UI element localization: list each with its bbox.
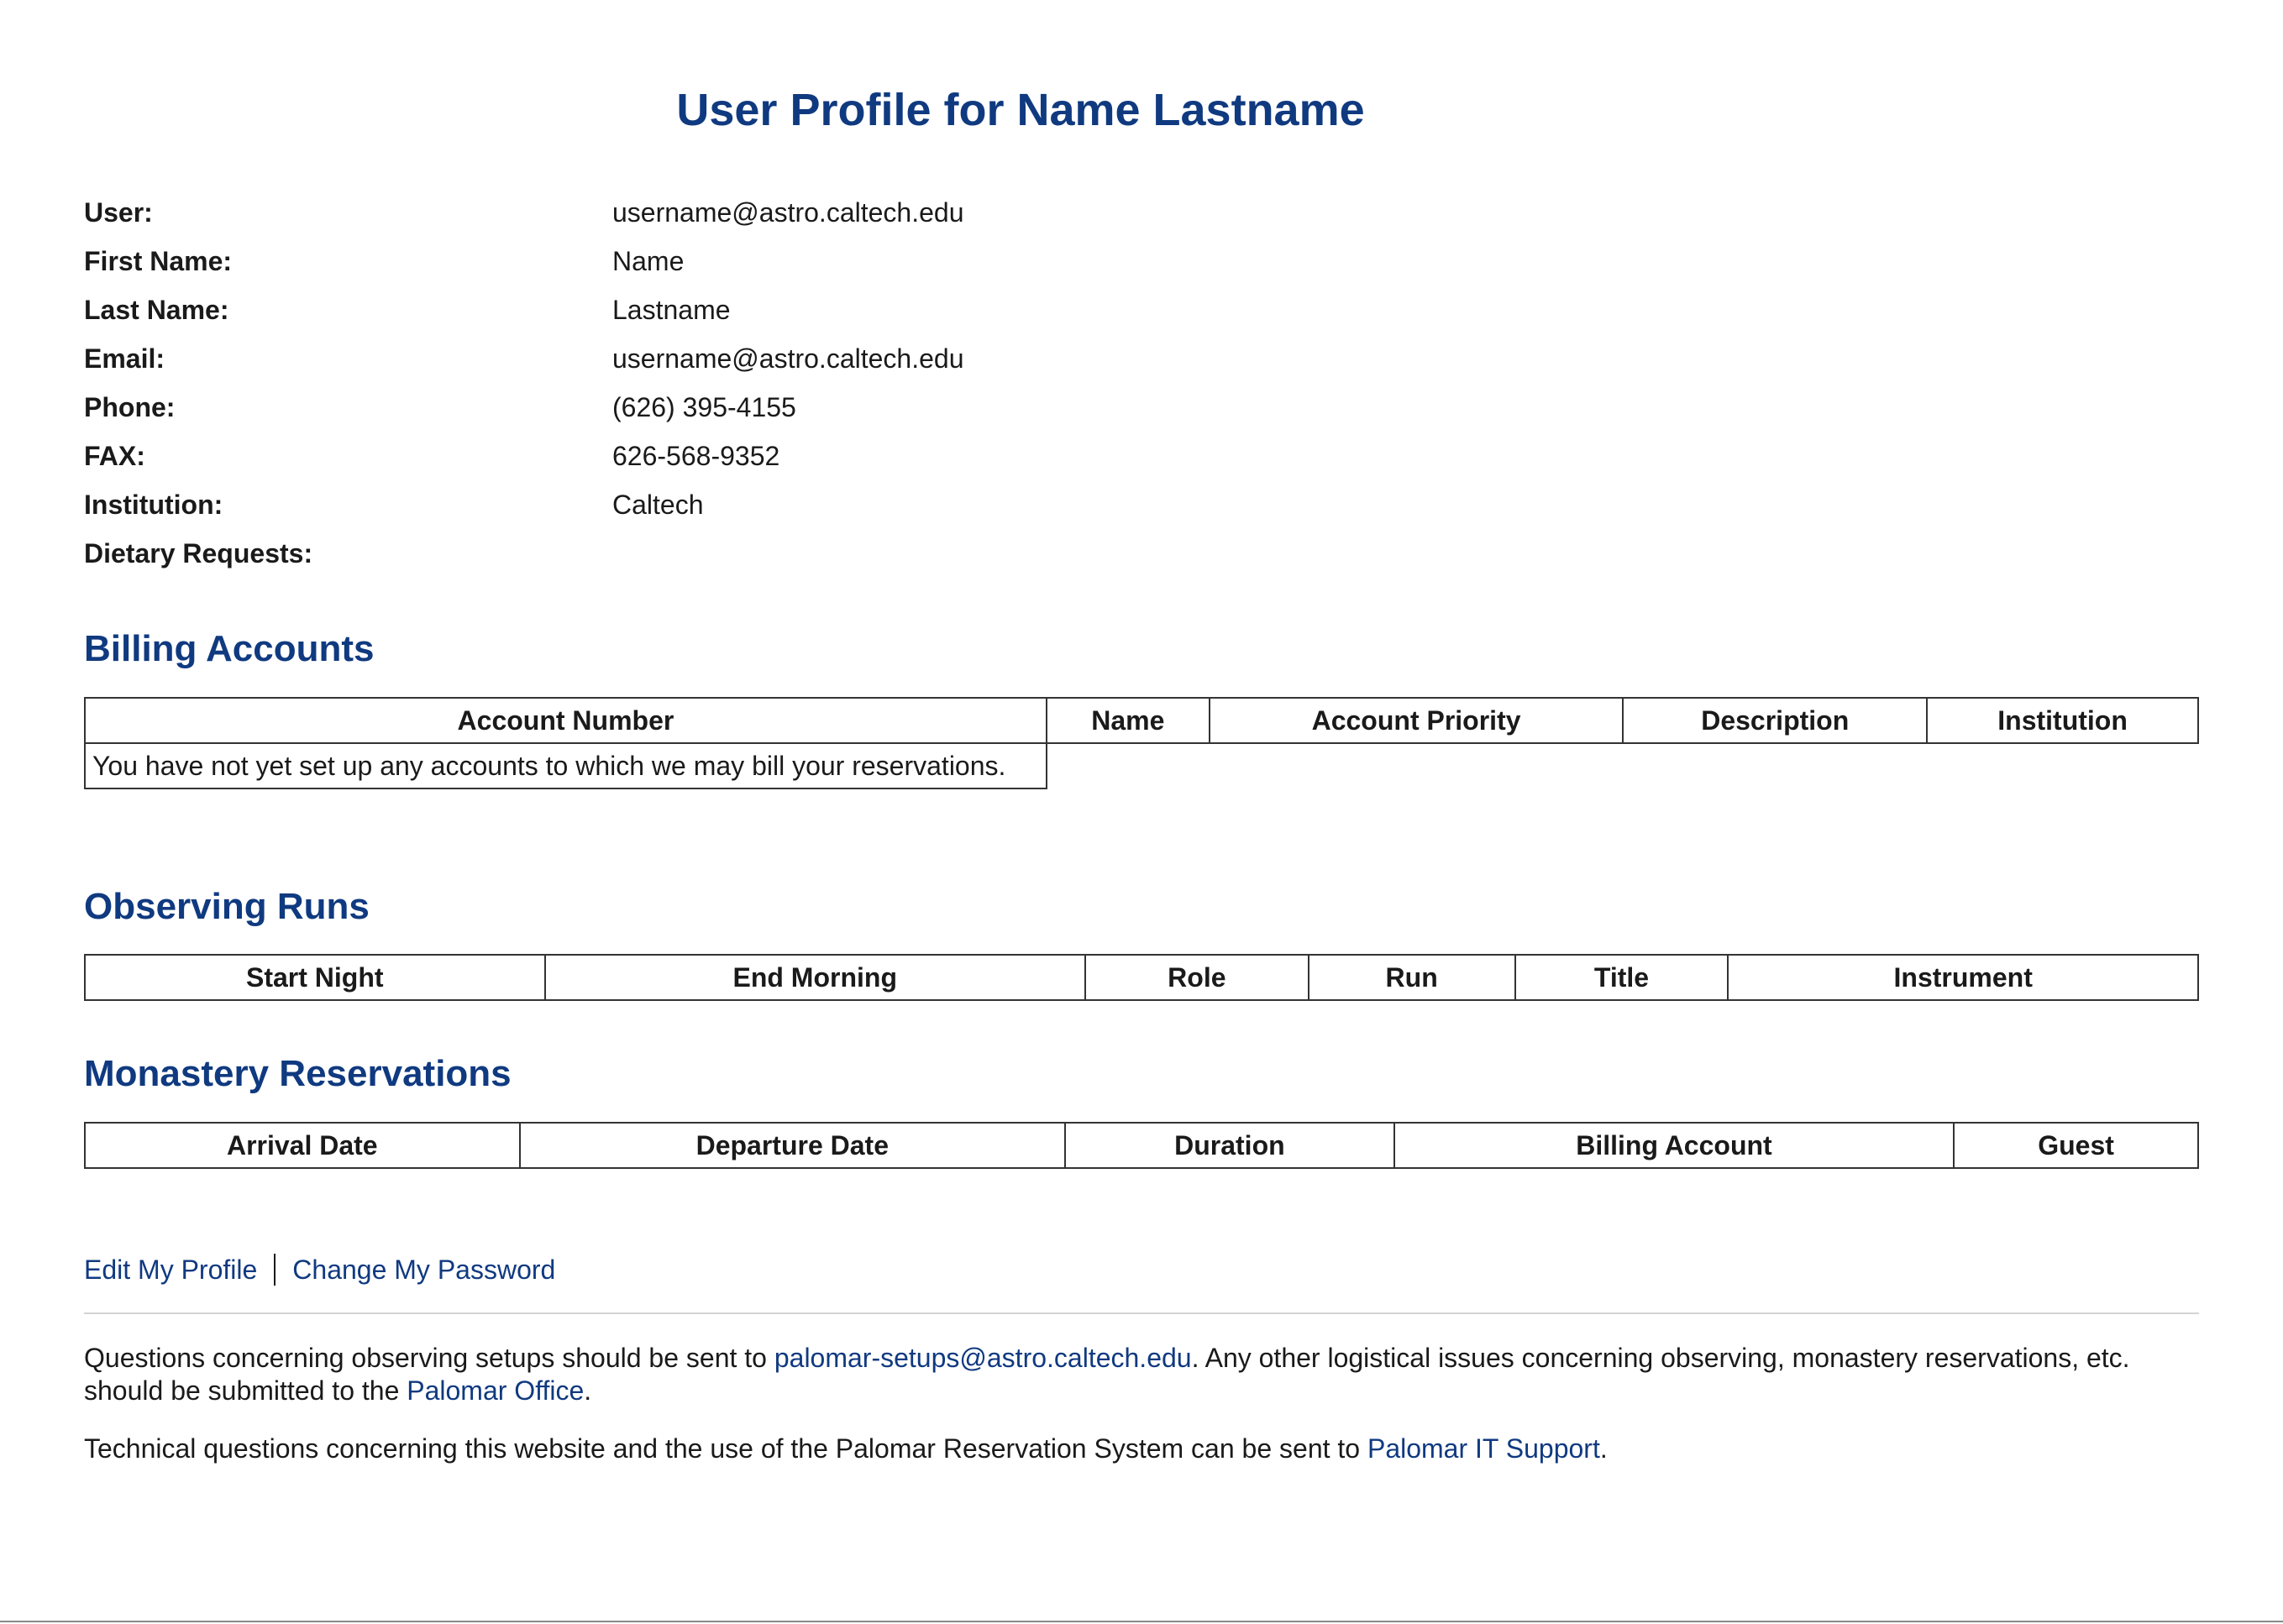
col-departure-date: Departure Date xyxy=(520,1123,1065,1168)
col-title: Title xyxy=(1515,955,1729,1000)
col-guest: Guest xyxy=(1954,1123,2198,1168)
footer-contact-paragraph xyxy=(84,1342,2199,1407)
change-password-link[interactable]: Change My Password xyxy=(292,1255,556,1285)
col-start-night: Start Night xyxy=(85,955,545,1000)
page-title: User Profile for Name Lastname xyxy=(676,85,1365,135)
last-name-label: Last Name: xyxy=(84,295,229,325)
runs-table xyxy=(84,954,2199,1001)
footer-support-paragraph xyxy=(84,1433,2199,1465)
footer-text: . xyxy=(1599,1433,1608,1464)
divider xyxy=(84,1312,2199,1314)
billing-table xyxy=(84,697,2199,789)
profile-row-phone xyxy=(84,383,1344,432)
runs-heading: Observing Runs xyxy=(84,886,370,927)
footer-text: . xyxy=(584,1375,592,1406)
col-account-number: Account Number xyxy=(85,698,1047,743)
edit-profile-link[interactable]: Edit My Profile xyxy=(84,1255,258,1285)
monastery-heading: Monastery Reservations xyxy=(84,1053,512,1094)
runs-header-row xyxy=(85,955,2198,1000)
institution-label: Institution: xyxy=(84,490,223,520)
col-arrival-date: Arrival Date xyxy=(85,1123,520,1168)
user-label: User: xyxy=(84,197,153,228)
col-institution: Institution xyxy=(1927,698,2198,743)
profile-row-institution xyxy=(84,480,1344,529)
profile-links xyxy=(84,1249,555,1290)
profile-row-fax xyxy=(84,432,1344,480)
monastery-table xyxy=(84,1122,2199,1169)
bottom-border xyxy=(0,1621,2283,1622)
profile-row-last-name xyxy=(84,286,1344,334)
empty-cell xyxy=(1047,743,2198,788)
institution-value: Caltech xyxy=(612,490,704,520)
table-row xyxy=(85,743,2198,788)
col-name: Name xyxy=(1047,698,1210,743)
profile-details xyxy=(84,188,1344,578)
fax-value: 626-568-9352 xyxy=(612,441,780,471)
profile-row-dietary xyxy=(84,529,1344,578)
billing-header-row xyxy=(85,698,2198,743)
footer-text: Questions concerning observing setups should be sent to xyxy=(84,1343,774,1373)
footer-text: . Any other logistical issues concerning observing, monastery reservations, etc. should be submitted to the xyxy=(84,1343,2130,1406)
first-name-value: Name xyxy=(612,246,685,276)
col-run: Run xyxy=(1309,955,1515,1000)
phone-label: Phone: xyxy=(84,392,176,422)
dietary-label: Dietary Requests: xyxy=(84,538,313,568)
col-instrument: Instrument xyxy=(1728,955,2198,1000)
email-value: username@astro.caltech.edu xyxy=(612,343,964,374)
link-divider xyxy=(274,1254,276,1286)
it-support-link[interactable]: Palomar IT Support xyxy=(1367,1433,1600,1464)
col-description: Description xyxy=(1623,698,1927,743)
billing-empty-message: You have not yet set up any accounts to which we may bill your reservations. xyxy=(85,743,1047,788)
setups-email-link[interactable]: palomar-setups@astro.caltech.edu xyxy=(774,1343,1192,1373)
col-billing-account: Billing Account xyxy=(1394,1123,1954,1168)
email-label: Email: xyxy=(84,343,165,374)
fax-label: FAX: xyxy=(84,441,145,471)
user-value: username@astro.caltech.edu xyxy=(612,197,964,228)
palomar-office-link[interactable]: Palomar Office xyxy=(407,1375,585,1406)
footer-text: Technical questions concerning this website and the use of the Palomar Reservation System can be sent to xyxy=(84,1433,1367,1464)
billing-heading: Billing Accounts xyxy=(84,628,375,669)
phone-value: (626) 395-4155 xyxy=(612,392,796,422)
col-account-priority: Account Priority xyxy=(1210,698,1624,743)
first-name-label: First Name: xyxy=(84,246,233,276)
profile-row-first-name xyxy=(84,237,1344,286)
profile-row-email xyxy=(84,334,1344,383)
col-role: Role xyxy=(1085,955,1309,1000)
col-end-morning: End Morning xyxy=(545,955,1085,1000)
monastery-header-row xyxy=(85,1123,2198,1168)
col-duration: Duration xyxy=(1065,1123,1394,1168)
last-name-value: Lastname xyxy=(612,295,731,325)
profile-row-user xyxy=(84,188,1344,237)
